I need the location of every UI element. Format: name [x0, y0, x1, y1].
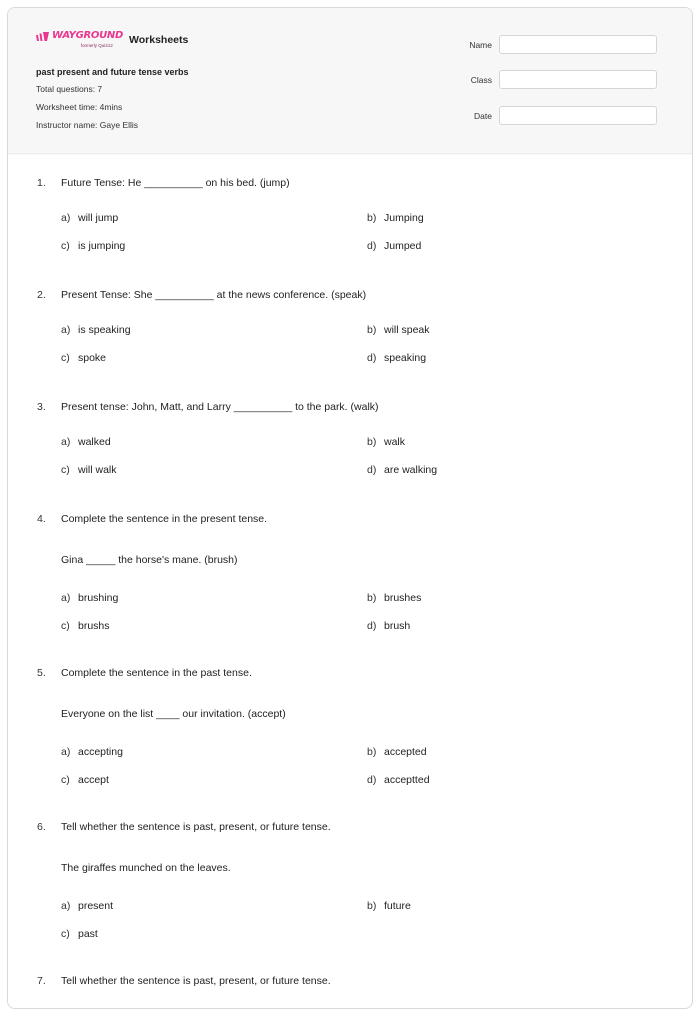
worksheet-header — [8, 8, 692, 154]
option-text: Jumping — [384, 212, 424, 224]
option-b[interactable] — [367, 324, 430, 336]
option-d[interactable] — [367, 352, 426, 364]
option-letter: c) — [61, 464, 70, 476]
question-number: 4. — [37, 513, 46, 525]
option-text: will speak — [384, 324, 430, 336]
option-text: present — [78, 900, 114, 912]
option-text: past — [78, 928, 98, 940]
option-c[interactable] — [61, 620, 110, 632]
option-text: walked — [78, 436, 111, 448]
option-letter: b) — [367, 436, 377, 448]
question-number: 5. — [37, 667, 46, 679]
option-a[interactable] — [61, 212, 118, 224]
question-number: 6. — [37, 821, 46, 833]
name-input[interactable] — [499, 35, 657, 54]
option-c[interactable] — [61, 464, 117, 476]
option-text: is speaking — [78, 324, 131, 336]
date-input[interactable] — [499, 106, 657, 125]
option-letter: b) — [367, 746, 377, 758]
option-a[interactable] — [61, 592, 118, 604]
option-d[interactable] — [367, 774, 430, 786]
option-letter: d) — [367, 774, 377, 786]
option-text: walk — [384, 436, 406, 448]
question-text: Present Tense: She __________ at the news conference. (speak) — [61, 289, 367, 301]
question-text: Future Tense: He __________ on his bed. (jump) — [61, 177, 290, 189]
brand — [36, 30, 188, 49]
logo-wordmark: WAYGROUND — [52, 30, 124, 41]
logo-subtext: formerly Quizizz — [80, 43, 114, 48]
option-d[interactable] — [367, 620, 410, 632]
name-label: Name — [469, 39, 492, 50]
option-d[interactable] — [367, 464, 437, 476]
option-text: brushs — [78, 620, 110, 632]
option-text: speaking — [384, 352, 427, 364]
option-text: accepting — [78, 746, 123, 758]
total-questions: Total questions: 7 — [36, 84, 103, 94]
question-number: 2. — [37, 289, 46, 301]
option-c[interactable] — [61, 352, 106, 364]
product-title: Worksheets — [129, 34, 189, 46]
option-text: is jumping — [78, 240, 126, 252]
option-c[interactable] — [61, 774, 109, 786]
wayground-logo — [36, 30, 123, 49]
option-letter: a) — [61, 212, 71, 224]
wayground-logo-icon — [36, 32, 49, 41]
option-letter: d) — [367, 352, 377, 364]
option-letter: c) — [61, 352, 70, 364]
option-d[interactable] — [367, 240, 421, 252]
question-text: Complete the sentence in the past tense. — [61, 667, 252, 679]
option-text: accepted — [384, 746, 427, 758]
question-text: Tell whether the sentence is past, present, or future tense. — [61, 975, 331, 987]
option-text: Jumped — [384, 240, 422, 252]
option-letter: a) — [61, 592, 71, 604]
question-number: 3. — [37, 401, 46, 413]
option-b[interactable] — [367, 436, 405, 448]
question-text: Complete the sentence in the present tense. — [61, 513, 268, 525]
worksheet-title: past present and future tense verbs — [36, 67, 189, 77]
option-letter: c) — [61, 928, 70, 940]
question-number: 1. — [37, 177, 46, 189]
option-text: will walk — [78, 464, 117, 476]
option-text: will jump — [78, 212, 119, 224]
option-letter: b) — [367, 324, 377, 336]
option-b[interactable] — [367, 900, 411, 912]
option-text: brushes — [384, 592, 422, 604]
option-text: are walking — [384, 464, 438, 476]
question-subtext: The giraffes munched on the leaves. — [61, 862, 231, 874]
option-b[interactable] — [367, 592, 421, 604]
class-input[interactable] — [499, 70, 657, 89]
option-letter: c) — [61, 620, 70, 632]
option-text: spoke — [78, 352, 107, 364]
option-text: brushing — [78, 592, 119, 604]
date-field-row — [448, 105, 664, 126]
option-letter: d) — [367, 240, 377, 252]
option-c[interactable] — [61, 240, 125, 252]
worksheet-time: Worksheet time: 4mins — [36, 102, 123, 112]
option-letter: b) — [367, 900, 377, 912]
option-letter: a) — [61, 436, 71, 448]
option-a[interactable] — [61, 436, 111, 448]
question-text: Tell whether the sentence is past, present, or future tense. — [61, 821, 331, 833]
option-text: accept — [78, 774, 109, 786]
question-number: 7. — [37, 975, 46, 987]
option-letter: b) — [367, 592, 377, 604]
option-b[interactable] — [367, 212, 424, 224]
option-letter: a) — [61, 324, 71, 336]
class-label: Class — [470, 74, 492, 85]
worksheet-card — [7, 7, 693, 1009]
option-text: future — [384, 900, 411, 912]
option-letter: c) — [61, 774, 70, 786]
question-subtext: Gina _____ the horse's mane. (brush) — [61, 554, 238, 566]
option-text: acceptted — [384, 774, 430, 786]
name-field-row — [448, 34, 664, 55]
option-a[interactable] — [61, 324, 131, 336]
option-c[interactable] — [61, 928, 98, 940]
option-letter: d) — [367, 464, 377, 476]
option-letter: b) — [367, 212, 377, 224]
option-letter: c) — [61, 240, 70, 252]
option-a[interactable] — [61, 746, 123, 758]
option-b[interactable] — [367, 746, 427, 758]
date-label: Date — [474, 110, 492, 121]
option-letter: a) — [61, 746, 71, 758]
instructor-name: Instructor name: Gaye Ellis — [36, 120, 139, 130]
question-subtext: Everyone on the list ____ our invitation. (accept) — [61, 708, 286, 720]
option-letter: d) — [367, 620, 377, 632]
option-letter: a) — [61, 900, 71, 912]
option-a[interactable] — [61, 900, 113, 912]
option-text: brush — [384, 620, 411, 632]
class-field-row — [448, 69, 664, 90]
question-text: Present tense: John, Matt, and Larry __________ to the park. (walk) — [61, 401, 379, 413]
